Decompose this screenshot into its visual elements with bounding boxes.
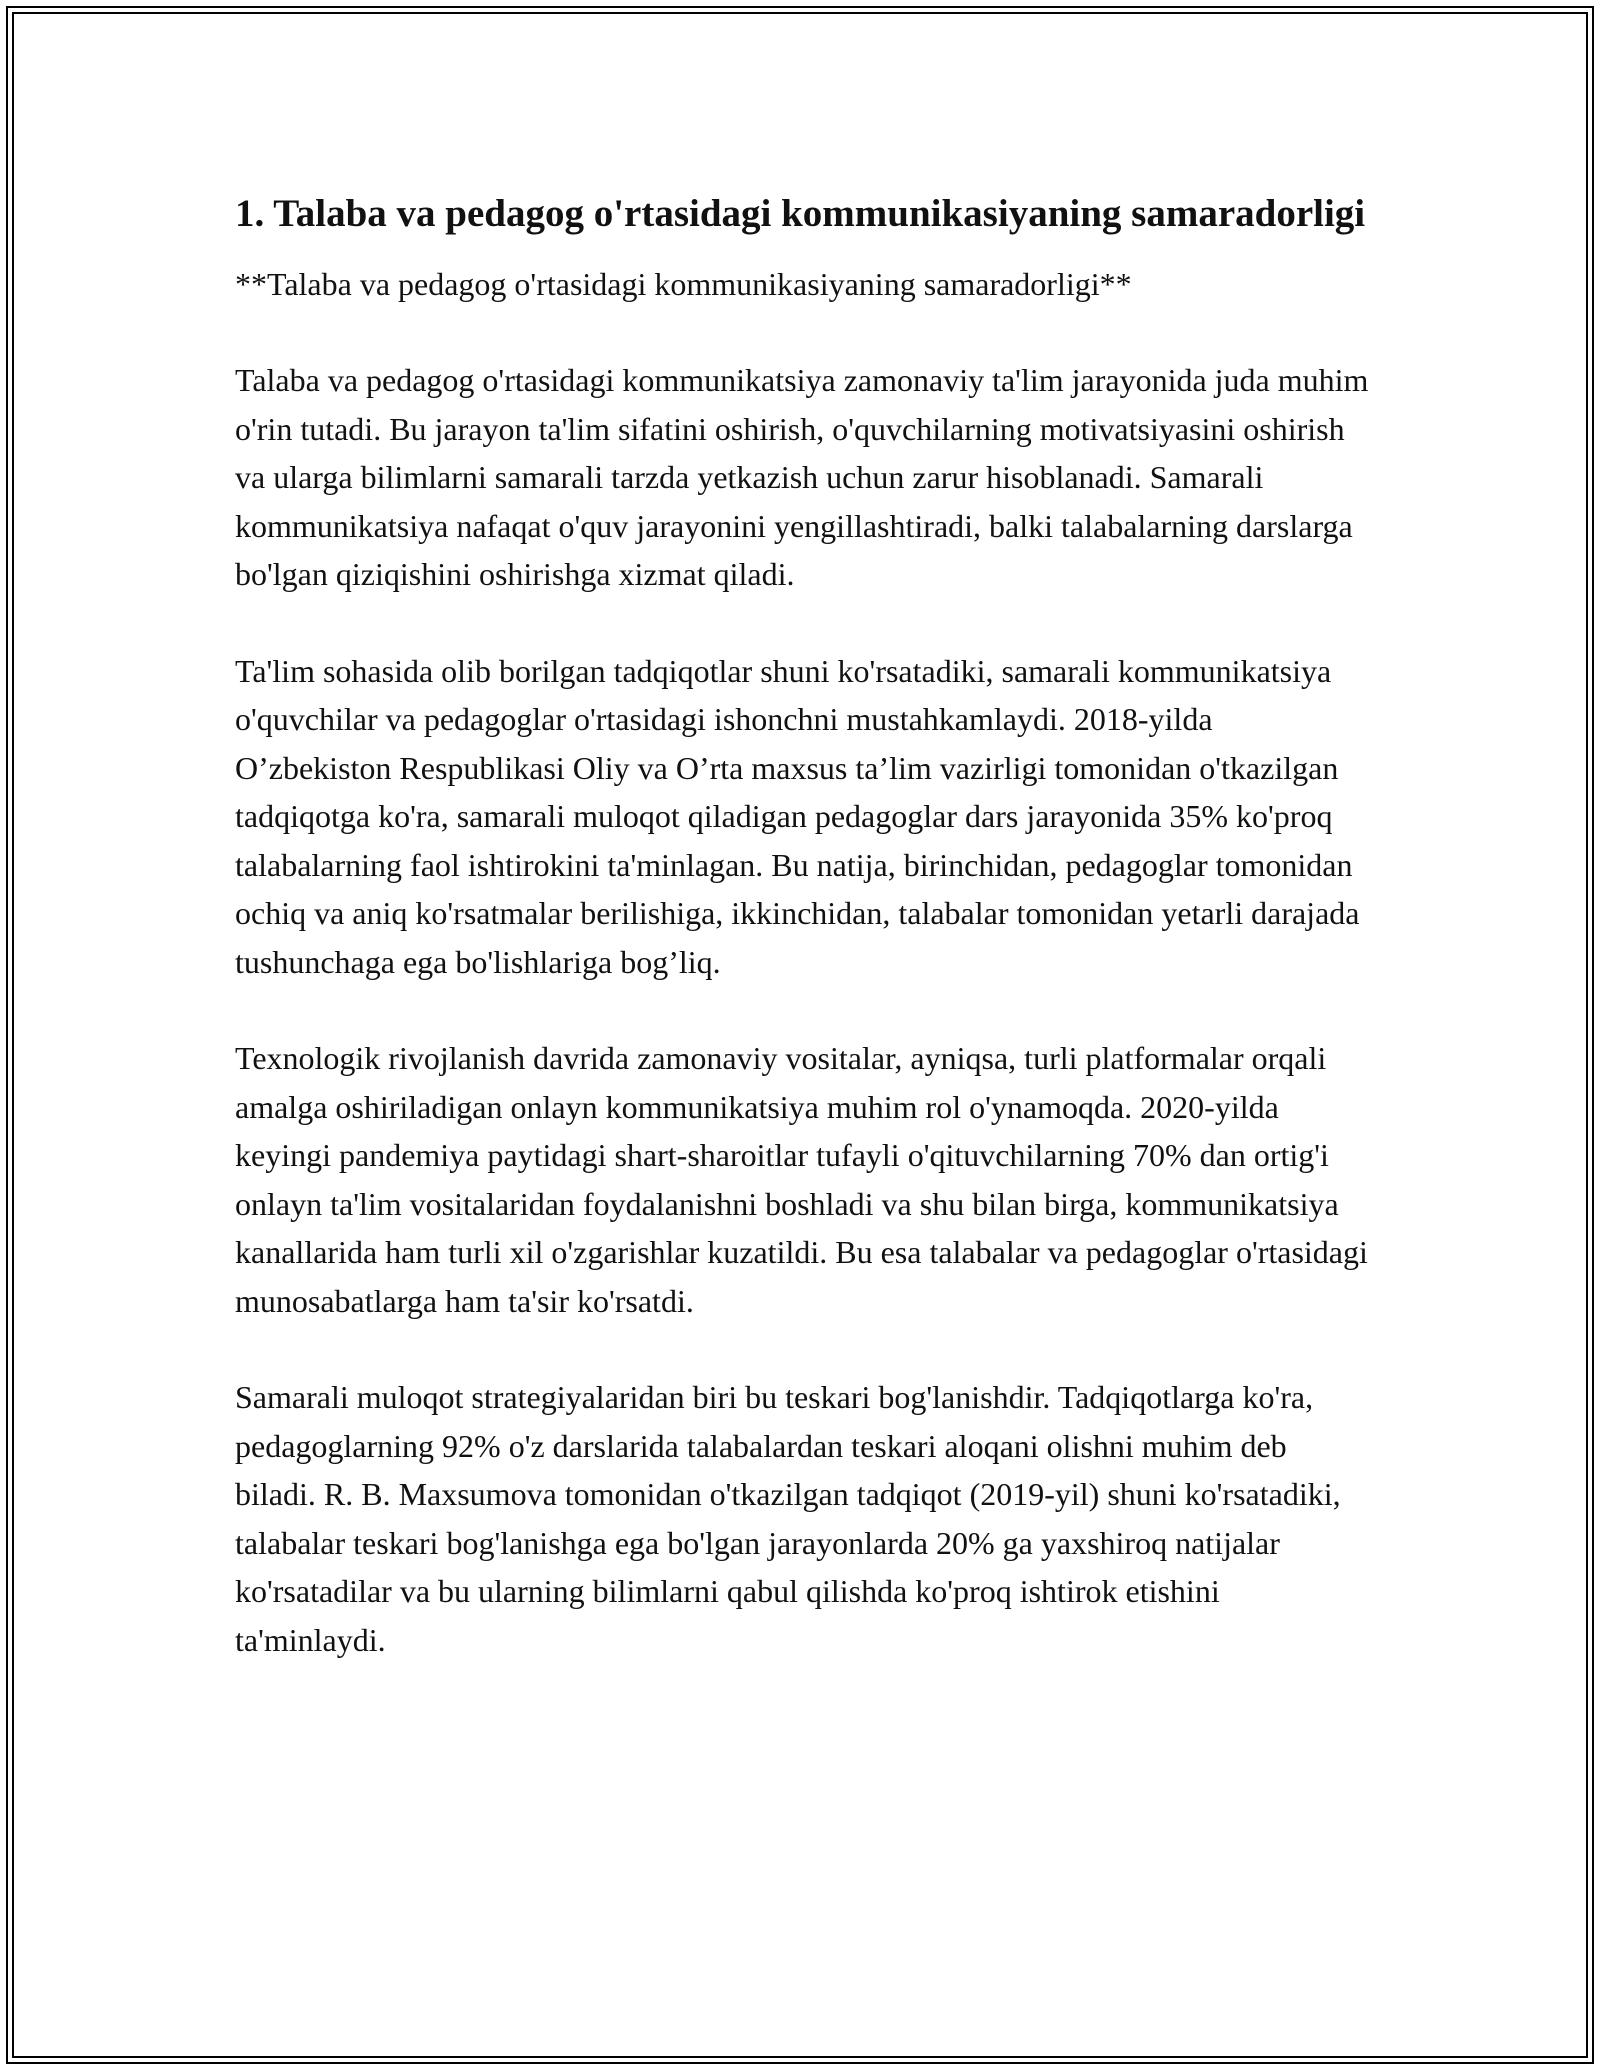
section-subtitle: **Talaba va pedagog o'rtasidagi kommunikasiyaning samaradorligi**	[235, 266, 1132, 302]
paragraph-1: Talaba va pedagog o'rtasidagi kommunikatsiya zamonaviy ta'lim jarayonida juda muhim o'rin tutadi. Bu jarayon ta'lim sifatini oshirish, o'quvchilarning motivatsiyasini oshirish va ularga bilimlarni samarali tarzda yetkazish uchun zarur hisoblanadi. Samarali kommunikatsiya nafaqat o'quv jarayonini yengillashtiradi, balki talabalarning darslarga bo'lgan qiziqishini oshirishga xizmat qiladi.	[235, 362, 1369, 592]
section-title: 1. Talaba va pedagog o'rtasidagi kommunikasiyaning samaradorligi	[235, 192, 1366, 235]
paragraph-3: Texnologik rivojlanish davrida zamonaviy vositalar, ayniqsa, turli platformalar orqali amalga oshiriladigan onlayn kommunikatsiya muhim rol o'ynamoqda. 2020-yilda keyingi pandemiya paytidagi shart-sharoitlar tufayli o'qituvchilarning 70% dan ortig'i onlayn ta'lim vositalaridan foydalanishni boshladi va shu bilan birga, kommunikatsiya kanallarida ham turli xil o'zgarishlar kuzatildi. Bu esa talabalar va pedagoglar o'rtasidagi munosabatlarga ham ta'sir ko'rsatdi.	[235, 1040, 1368, 1319]
paragraph-4: Samarali muloqot strategiyalaridan biri bu teskari bog'lanishdir. Tadqiqotlarga ko'ra, pedagoglarning 92% o'z darslarida talabalardan teskari aloqani olishni muhim deb biladi. R. B. Maxsumova tomonidan o'tkazilgan tadqiqot (2019-yil) shuni ko'rsatadiki, talabalar teskari bog'lanishga ega bo'lgan jarayonlarda 20% ga yaxshiroq natijalar ko'rsatadilar va bu ularning bilimlarni qabul qilishda ko'proq ishtirok etishini ta'minlaydi.	[235, 1379, 1341, 1658]
paragraph-2: Ta'lim sohasida olib borilgan tadqiqotlar shuni ko'rsatadiki, samarali kommunikatsiya o'quvchilar va pedagoglar o'rtasidagi ishonchni mustahkamlaydi. 2018-yilda O’zbekiston Respublikasi Oliy va O’rta maxsus ta’lim vazirligi tomonidan o'tkazilgan tadqiqotga ko'ra, samarali muloqot qiladigan pedagoglar dars jarayonida 35% ko'proq talabalarning faol ishtirokini ta'minlagan. Bu natija, birinchidan, pedagoglar tomonidan ochiq va aniq ko'rsatmalar berilishiga, ikkinchidan, talabalar tomonidan yetarli darajada tushunchaga ega bo'lishlariga bog’liq.	[235, 652, 1360, 980]
document-body	[235, 186, 1375, 1664]
